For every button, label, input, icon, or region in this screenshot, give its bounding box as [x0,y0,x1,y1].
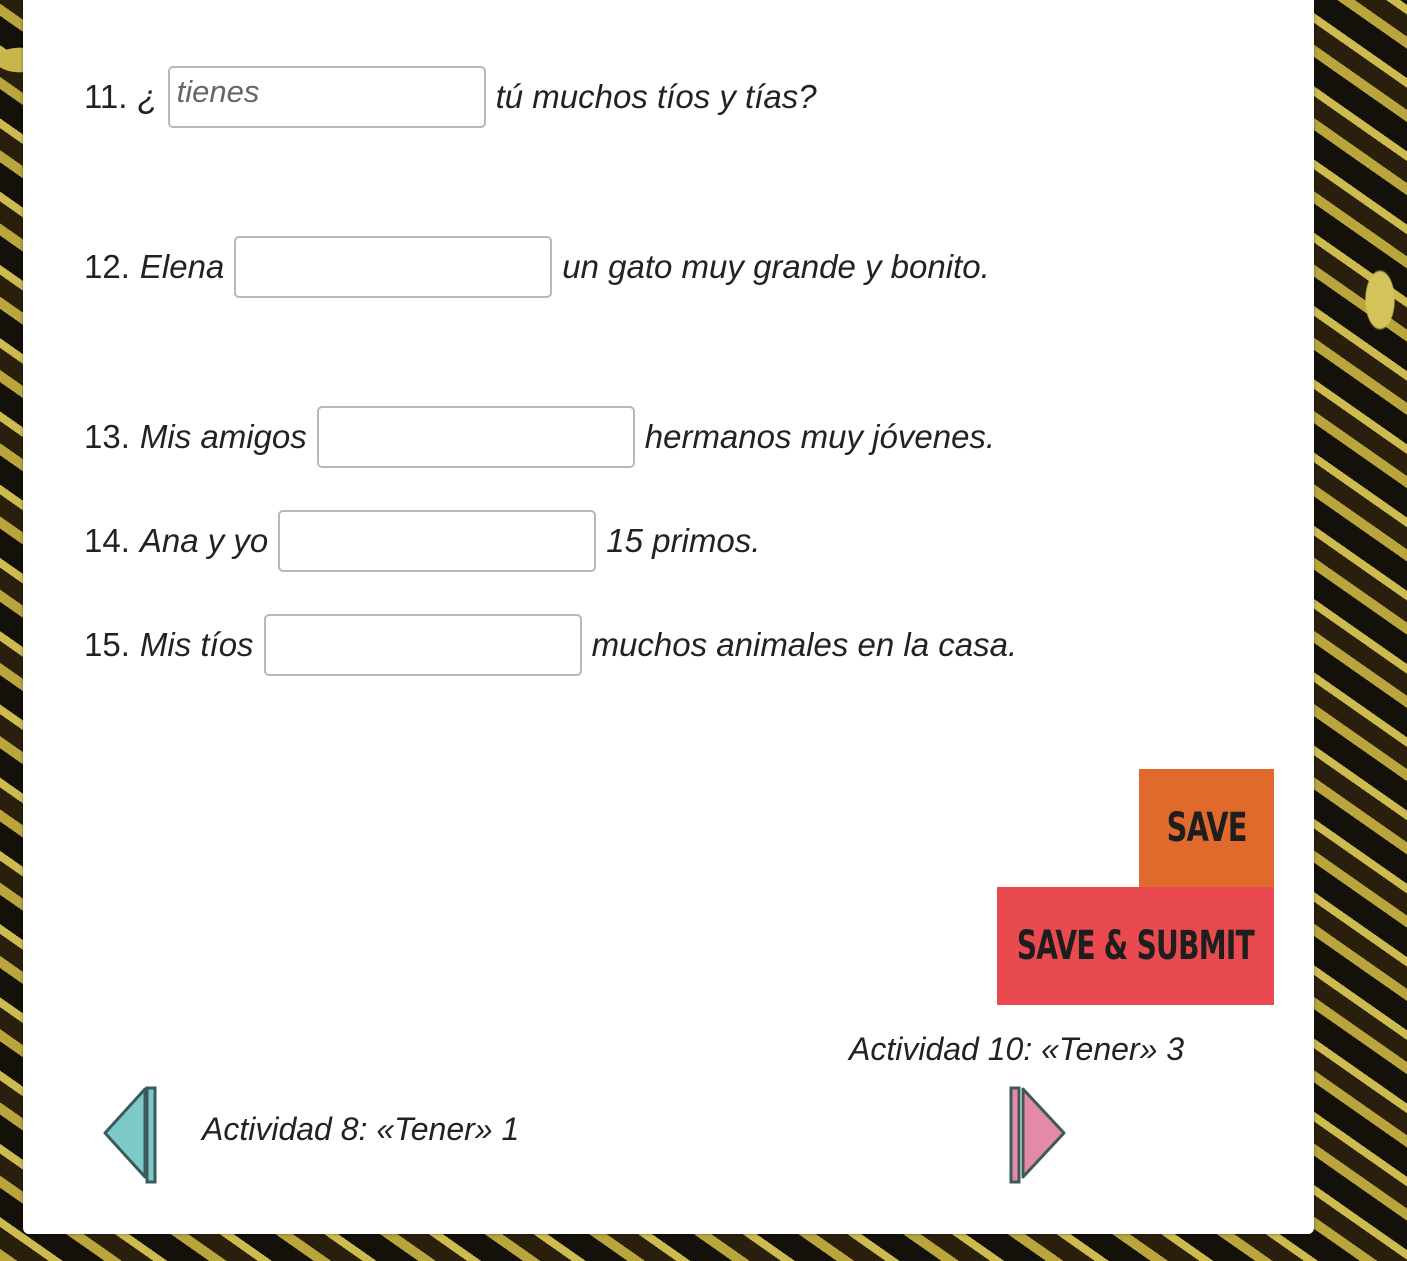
next-arrow-shape [1023,1089,1064,1177]
answer-input-12[interactable] [234,236,552,298]
next-activity-link[interactable]: Actividad 10: «Tener» 3 [849,1031,1185,1067]
question-15 [84,614,1017,676]
save-button-label: SAVE [1166,805,1247,851]
question-suffix: muchos animales en la casa. [591,626,1018,663]
next-arrow-bar [1011,1088,1019,1182]
question-13 [84,406,995,468]
question-number: 13. [84,418,130,455]
question-number: 15. [84,626,130,663]
prev-arrow-bar [147,1088,155,1182]
question-suffix: un gato muy grande y bonito. [562,248,990,285]
question-prefix: Elena [139,248,225,285]
answer-input-15[interactable] [264,614,582,676]
question-suffix: tú muchos tíos y tías? [495,78,817,115]
question-suffix: hermanos muy jóvenes. [644,418,996,455]
activity-panel [23,0,1314,1234]
triangle-left-icon[interactable] [101,1085,161,1190]
question-number: 12. [84,248,130,285]
submit-button-label: SAVE & SUBMIT [1016,923,1255,969]
question-prefix: Ana y yo [139,522,269,559]
question-11 [84,66,817,128]
save-button[interactable] [1139,769,1274,887]
answer-input-11[interactable] [168,66,486,128]
answer-input-13[interactable] [317,406,635,468]
question-number: 14. [84,522,130,559]
question-prefix: Mis amigos [139,418,307,455]
question-prefix: Mis tíos [139,626,254,663]
question-12 [84,236,990,298]
prev-activity-link[interactable]: Actividad 8: «Tener» 1 [202,1111,520,1147]
triangle-right-icon[interactable] [1008,1085,1068,1190]
question-suffix: 15 primos. [606,522,761,559]
prev-arrow-shape [105,1089,145,1177]
answer-input-14[interactable] [278,510,596,572]
save-and-submit-button[interactable] [997,887,1274,1005]
question-14 [84,510,760,572]
question-number: 11. [84,78,128,115]
question-prefix: ¿ [137,78,158,115]
